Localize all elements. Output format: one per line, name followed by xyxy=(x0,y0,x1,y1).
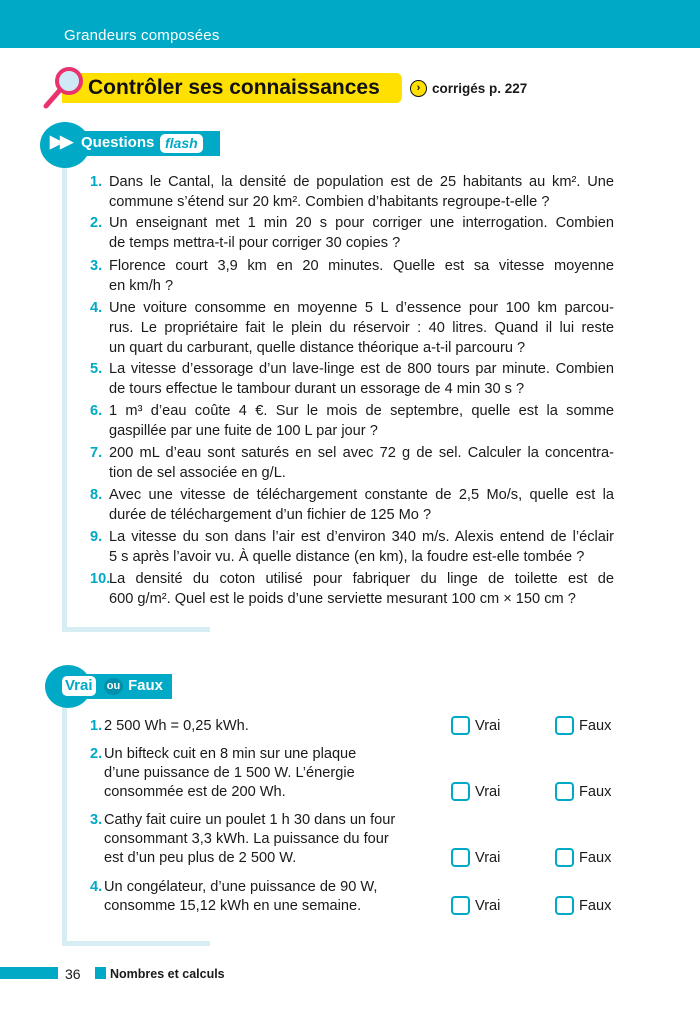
question-text-line: Une voiture consomme en moyenne 5 L d’essence pour 100 km parcou- xyxy=(109,300,614,316)
true-false-item xyxy=(90,717,420,736)
true-false-item xyxy=(90,745,420,802)
item-text-line: est d’un peu plus de 2 500 W. xyxy=(104,850,297,866)
question-number: 9. xyxy=(90,529,103,545)
question-text-line: durée de téléchargement d’un fichier de 125 Mo ? xyxy=(109,507,432,523)
question-number: 4. xyxy=(90,300,103,316)
chapter-header-bar xyxy=(0,0,700,48)
section-rule-bottom xyxy=(62,941,210,946)
section-title: Contrôler ses connaissances xyxy=(88,76,380,99)
vrai-label: Vrai xyxy=(475,897,501,914)
faux-option[interactable] xyxy=(555,782,611,801)
questions-flash-heading: ▶▶ Questions flash xyxy=(62,131,220,156)
question-text-line: de tours effectue le tambour durant un essorage de 4 min 30 s ? xyxy=(109,381,525,397)
question-text-line: La densité du coton utilisé pour fabriquer du linge de toilette est de xyxy=(109,571,614,587)
vrai-checkbox[interactable] xyxy=(451,896,470,915)
faux-option[interactable] xyxy=(555,848,611,867)
item-number: 2. xyxy=(90,746,103,762)
question-text-line: 600 g/m². Quel est le poids d’une serviette mesurant 100 cm × 150 cm ? xyxy=(109,591,576,607)
question-item xyxy=(90,256,614,296)
double-chevron-icon: ▶▶ xyxy=(50,132,71,151)
question-text-line: un quart du carburant, quelle distance théorique a-t-il parcouru ? xyxy=(109,340,526,356)
vrai-label: Vrai xyxy=(475,783,501,800)
corrections-link[interactable]: › corrigés p. 227 xyxy=(410,80,527,97)
question-number: 3. xyxy=(90,258,103,274)
true-false-item xyxy=(90,878,420,916)
question-text-line: Florence court 3,9 km en 20 minutes. Quelle est sa vitesse moyenne xyxy=(109,258,614,274)
item-text-line: Un bifteck cuit en 8 min sur une plaque xyxy=(104,746,357,762)
section-rule xyxy=(62,160,67,630)
vrai-option[interactable] xyxy=(451,782,500,801)
item-text-line: 2 500 Wh = 0,25 kWh. xyxy=(104,718,249,734)
vrai-checkbox[interactable] xyxy=(451,848,470,867)
section-rule xyxy=(62,700,67,945)
question-text-line: Un enseignant met 1 min 20 s pour corriger une interrogation. Combien xyxy=(109,215,614,231)
item-number: 1. xyxy=(90,718,103,734)
item-text-line: consommant 3,3 kWh. La puissance du four xyxy=(104,831,389,847)
faux-checkbox[interactable] xyxy=(555,896,574,915)
question-item xyxy=(90,172,614,212)
question-text-line: en km/h ? xyxy=(109,278,174,294)
faux-label: Faux xyxy=(579,849,612,866)
question-text-line: Dans le Cantal, la densité de population est de 25 habitants au km². Une xyxy=(109,174,614,190)
vrai-label: Vrai xyxy=(475,717,501,734)
faux-option[interactable] xyxy=(555,716,611,735)
item-number: 3. xyxy=(90,812,103,828)
section-rule-bottom xyxy=(62,627,210,632)
faux-label: Faux xyxy=(579,897,612,914)
item-text-line: Un congélateur, d’une puissance de 90 W, xyxy=(104,879,378,895)
vrai-option[interactable] xyxy=(451,896,500,915)
question-number: 1. xyxy=(90,174,103,190)
vrai-checkbox[interactable] xyxy=(451,716,470,735)
question-text-line: rus. Le propriétaire fait le plein du réservoir : 40 litres. Quand il lui reste xyxy=(109,320,614,336)
vrai-checkbox[interactable] xyxy=(451,782,470,801)
item-text-line: consomme 15,12 kWh en une semaine. xyxy=(104,898,362,914)
question-number: 8. xyxy=(90,487,103,503)
faux-label: Faux xyxy=(579,717,612,734)
question-number: 6. xyxy=(90,403,103,419)
question-text-line: Avec une vitesse de téléchargement constante de 2,5 Mo/s, quelle est la xyxy=(109,487,614,503)
question-text-line: gaspillée par une fuite de 100 L par jour ? xyxy=(109,423,378,439)
question-number: 7. xyxy=(90,445,103,461)
question-item xyxy=(90,401,614,441)
question-text-line: La vitesse d’essorage d’un lave-linge est de 800 tours par minute. Combien xyxy=(109,361,614,377)
chapter-title: Grandeurs composées xyxy=(64,27,220,44)
question-item xyxy=(90,527,614,567)
question-text-line: La vitesse du son dans l’air est d’environ 340 m/s. Alexis entend de l’éclair xyxy=(109,529,614,545)
magnifier-icon xyxy=(40,64,90,110)
page-number: 36 xyxy=(65,966,81,982)
vrai-faux-heading: Vrai ou Faux xyxy=(62,674,172,699)
question-text-line: tion de sel associée en g/L. xyxy=(109,465,286,481)
chevron-right-icon: › xyxy=(410,80,427,97)
footer-bar xyxy=(0,967,58,979)
question-item xyxy=(90,213,614,253)
faux-label: Faux xyxy=(579,783,612,800)
section-title-banner xyxy=(62,73,402,103)
question-text-line: 200 mL d’eau sont saturés en sel avec 72 g de sel. Calculer la concentra- xyxy=(109,445,614,461)
question-number: 2. xyxy=(90,215,103,231)
question-number: 5. xyxy=(90,361,103,377)
faux-option[interactable] xyxy=(555,896,611,915)
faux-checkbox[interactable] xyxy=(555,716,574,735)
question-text-line: 5 s après l’avoir vu. À quelle distance (en km), la foudre est-elle tombée ? xyxy=(109,549,585,565)
question-number: 10. xyxy=(90,571,111,587)
footer-square-icon xyxy=(95,967,106,979)
vrai-option[interactable] xyxy=(451,716,500,735)
faux-checkbox[interactable] xyxy=(555,782,574,801)
item-text-line: d’une puissance de 1 500 W. L’énergie xyxy=(104,765,355,781)
question-item xyxy=(90,569,614,609)
vrai-label: Vrai xyxy=(475,849,501,866)
question-item xyxy=(90,485,614,525)
question-text-line: commune s’étend sur 20 km². Combien d’habitants regroupe-t-elle ? xyxy=(109,194,550,210)
item-text-line: consommée est de 200 Wh. xyxy=(104,784,286,800)
vrai-option[interactable] xyxy=(451,848,500,867)
item-text-line: Cathy fait cuire un poulet 1 h 30 dans un four xyxy=(104,812,396,828)
question-item xyxy=(90,443,614,483)
part-title: Nombres et calculs xyxy=(110,967,225,981)
question-text-line: 1 m³ d’eau coûte 4 €. Sur le mois de septembre, quelle est la somme xyxy=(109,403,614,419)
question-item xyxy=(90,359,614,399)
true-false-item xyxy=(90,811,420,868)
item-number: 4. xyxy=(90,879,103,895)
question-text-line: de temps mettra-t-il pour corriger 30 copies ? xyxy=(109,235,401,251)
question-item xyxy=(90,298,614,358)
faux-checkbox[interactable] xyxy=(555,848,574,867)
